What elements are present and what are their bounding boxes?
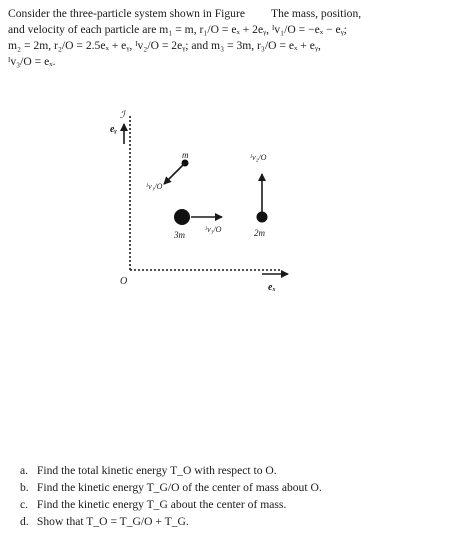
ey-label: eᵧ [110,124,117,135]
question-list [20,462,460,530]
v1-arrow [164,164,184,184]
origin-label: O [120,276,128,287]
question-c-label: c. [20,498,29,511]
particle-2 [257,212,268,223]
question-a-label: a. [20,464,29,477]
m3-label: 3m [174,230,185,240]
question-d-label: d. [20,515,29,528]
problem-statement [8,6,470,70]
problem-line-3: m₂ = 2m, r₂/O = 2.5eₓ + eᵧ, ᴵv₂/O = 2eᵧ; and m₃ = 3m, r₃/O = eₓ + eᵧ, [8,39,321,52]
problem-line-1 [8,6,470,22]
v2-label: ᴵv₂/O [250,153,267,162]
question-a-text: Find the total kinetic energy T_O with respect to O. [36,464,277,477]
ex-label: eₓ [268,282,276,293]
question-b-text: Find the kinetic energy T_G/O of the center of mass about O. [36,481,322,494]
question-b [20,479,460,496]
question-c [20,496,460,513]
problem-line-1b: The mass, position, [270,7,362,20]
m1-label: m [182,150,189,160]
problem-line-1a: Consider the three-particle system shown in Figure [8,7,245,20]
question-c-text: Find the kinetic energy T_G about the center of mass. [36,498,287,511]
m2-label: 2m [254,228,265,238]
problem-line-4: ᴵv₃/O = eₓ. [8,55,56,68]
particle-figure [0,100,474,300]
question-d [20,513,460,530]
problem-line-2: and velocity of each particle are m₁ = m, r₁/O = eₓ + 2eᵧ, ᴵv₁/O = −eₓ − eᵧ; [8,23,347,36]
question-a [20,462,460,479]
frame-label: ℐ [120,110,125,121]
v3-label: ᴵv₃/O [205,225,222,234]
question-b-label: b. [20,481,29,494]
question-d-text: Show that T_O = T_G/O + T_G. [36,515,189,528]
particle-3 [174,209,190,225]
v1-label: ᴵv₁/O [146,182,163,191]
